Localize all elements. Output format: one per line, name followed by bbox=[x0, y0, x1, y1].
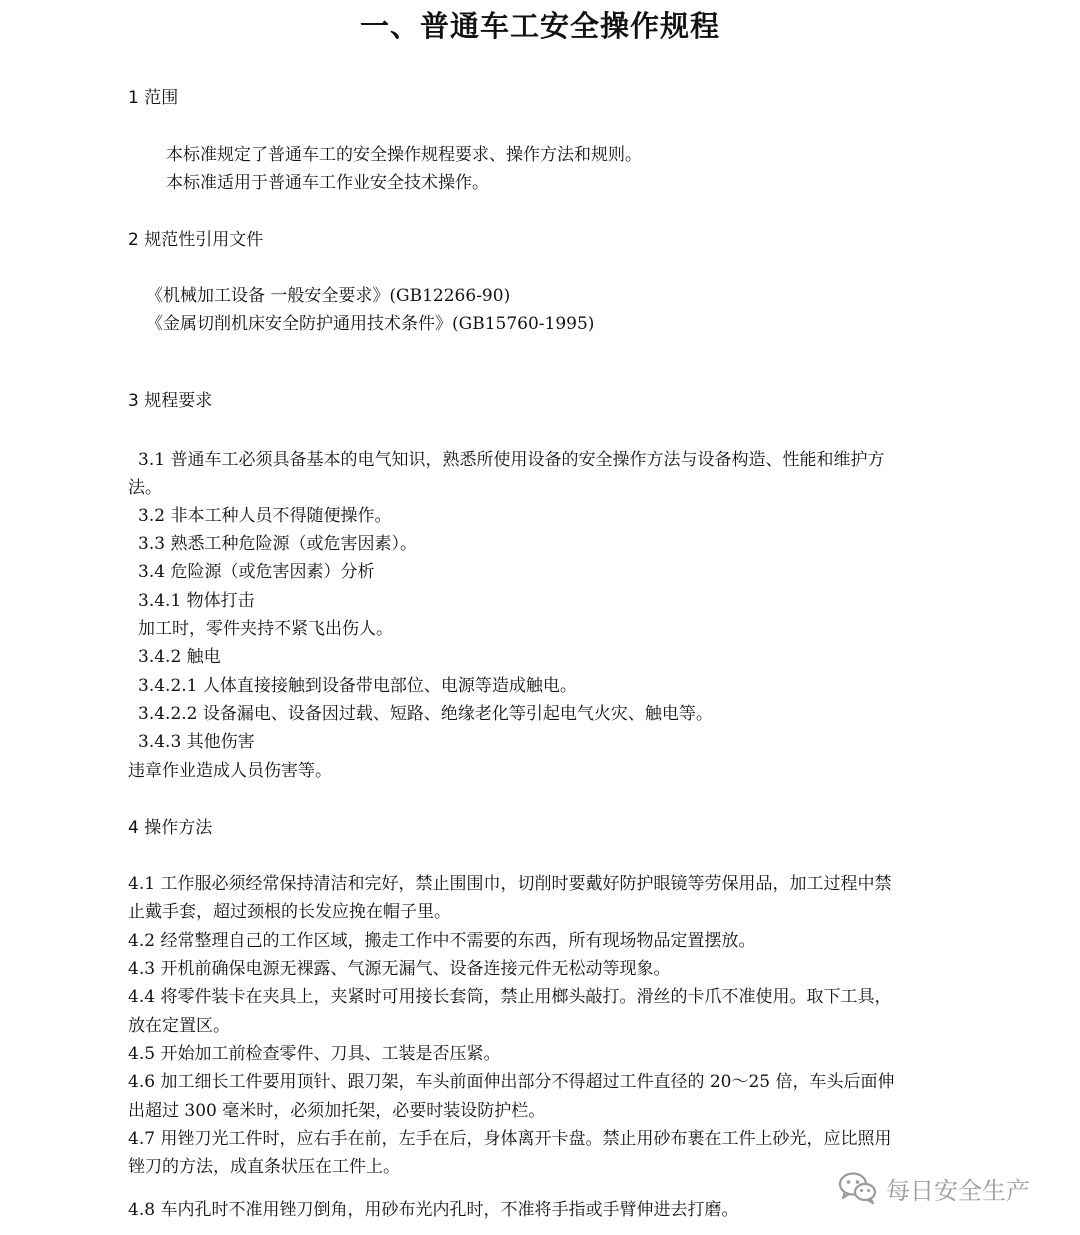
requirement-line: 违章作业造成人员伤害等。 bbox=[128, 761, 332, 781]
requirement-line: 3.3 熟悉工种危险源（或危害因素）。 bbox=[138, 534, 417, 554]
requirement-line: 3.1 普通车工必须具备基本的电气知识，熟悉所使用设备的安全操作方法与设备构造、性能和维护方 bbox=[138, 450, 885, 470]
scope-line: 本标准规定了普通车工的安全操作规程要求、操作方法和规则。 bbox=[166, 145, 642, 165]
method-line: 4.8 车内孔时不准用锉刀倒角，用砂布光内孔时，不准将手指或手臂伸进去打磨。 bbox=[128, 1200, 739, 1220]
wechat-icon bbox=[838, 1171, 878, 1205]
requirement-line: 3.4 危险源（或危害因素）分析 bbox=[138, 562, 375, 582]
method-line: 4.5 开始加工前检查零件、刀具、工装是否压紧。 bbox=[128, 1044, 501, 1064]
method-line: 4.7 用锉刀光工件时，应右手在前，左手在后，身体离开卡盘。禁止用砂布裹在工件上砂光，应比照用 bbox=[128, 1129, 892, 1149]
section-heading-scope: 1 范围 bbox=[128, 88, 179, 108]
requirement-line: 3.4.3 其他伤害 bbox=[138, 732, 255, 752]
watermark-text: 每日安全生产 bbox=[886, 1176, 1030, 1205]
requirement-line: 法。 bbox=[128, 478, 162, 498]
method-line: 4.1 工作服必须经常保持清洁和完好，禁止围围巾，切削时要戴好防护眼镜等劳保用品，加工过程中禁 bbox=[128, 874, 892, 894]
section-heading-references: 2 规范性引用文件 bbox=[128, 230, 264, 250]
watermark bbox=[838, 1168, 1030, 1208]
method-line: 止戴手套，超过颈根的长发应挽在帽子里。 bbox=[128, 902, 451, 922]
requirement-line: 3.4.2 触电 bbox=[138, 647, 221, 667]
reference-line: 《金属切削机床安全防护通用技术条件》(GB15760-1995) bbox=[146, 314, 595, 334]
method-line: 4.3 开机前确保电源无裸露、气源无漏气、设备连接元件无松动等现象。 bbox=[128, 959, 671, 979]
requirement-line: 加工时，零件夹持不紧飞出伤人。 bbox=[138, 619, 393, 639]
method-line: 锉刀的方法，成直条状压在工件上。 bbox=[128, 1157, 400, 1177]
method-line: 放在定置区。 bbox=[128, 1016, 230, 1036]
requirement-line: 3.2 非本工种人员不得随便操作。 bbox=[138, 506, 392, 526]
scope-line: 本标准适用于普通车工作业安全技术操作。 bbox=[166, 173, 489, 193]
requirement-line: 3.4.2.1 人体直接接触到设备带电部位、电源等造成触电。 bbox=[138, 676, 577, 696]
section-heading-requirements: 3 规程要求 bbox=[128, 391, 213, 411]
requirement-line: 3.4.2.2 设备漏电、设备因过载、短路、绝缘老化等引起电气火灾、触电等。 bbox=[138, 704, 713, 724]
method-line: 4.6 加工细长工件要用顶针、跟刀架，车头前面伸出部分不得超过工件直径的 20～25 倍，车头后面伸 bbox=[128, 1072, 895, 1092]
document-title: 一、普通车工安全操作规程 bbox=[359, 9, 720, 43]
section-heading-methods: 4 操作方法 bbox=[128, 818, 213, 838]
method-line: 4.2 经常整理自己的工作区域，搬走工作中不需要的东西，所有现场物品定置摆放。 bbox=[128, 931, 756, 951]
method-line: 出超过 300 毫米时，必须加托架，必要时装设防护栏。 bbox=[128, 1101, 546, 1121]
method-line: 4.4 将零件装卡在夹具上，夹紧时可用接长套筒，禁止用榔头敲打。滑丝的卡爪不准使用。取下工具， bbox=[128, 987, 892, 1007]
requirement-line: 3.4.1 物体打击 bbox=[138, 591, 255, 611]
reference-line: 《机械加工设备 一般安全要求》(GB12266-90) bbox=[146, 286, 511, 306]
